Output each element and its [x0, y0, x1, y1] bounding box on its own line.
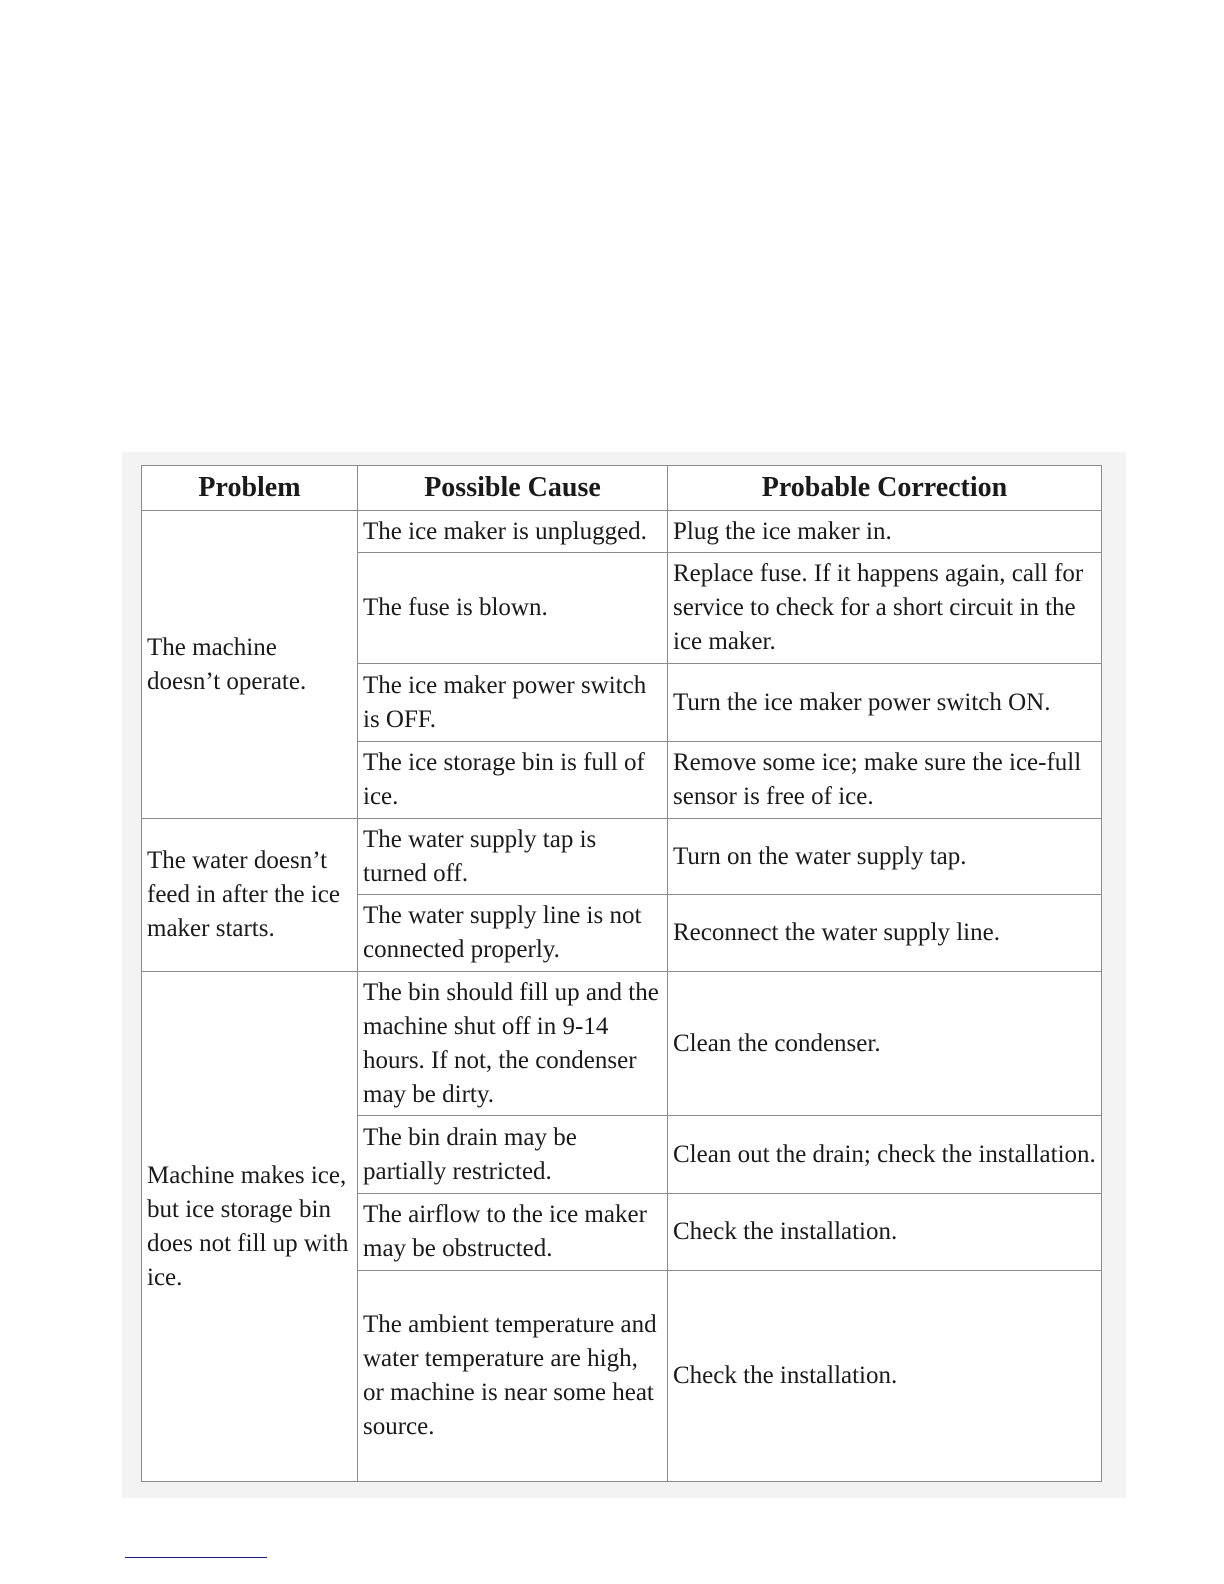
header-possible-cause: Possible Cause	[358, 466, 668, 511]
cause-cell: The airflow to the ice maker may be obstructed.	[358, 1194, 668, 1271]
problem-cell: The machine doesn’t operate.	[142, 511, 358, 819]
correction-cell: Clean the condenser.	[668, 972, 1102, 1116]
cause-cell: The ambient temperature and water temperature are high, or machine is near some heat source.	[358, 1271, 668, 1482]
cause-cell: The water supply tap is turned off.	[358, 819, 668, 895]
cause-cell: The water supply line is not connected properly.	[358, 895, 668, 972]
cause-cell: The ice storage bin is full of ice.	[358, 742, 668, 819]
correction-cell: Turn the ice maker power switch ON.	[668, 664, 1102, 742]
correction-cell: Remove some ice; make sure the ice-full sensor is free of ice.	[668, 742, 1102, 819]
correction-cell: Check the installation.	[668, 1194, 1102, 1271]
table-row	[142, 511, 1102, 553]
cause-cell: The bin drain may be partially restricted.	[358, 1116, 668, 1194]
cause-cell: The ice maker is unplugged.	[358, 511, 668, 553]
cause-cell: The fuse is blown.	[358, 553, 668, 664]
problem-cell: The water doesn’t feed in after the ice maker starts.	[142, 819, 358, 972]
header-probable-correction: Probable Correction	[668, 466, 1102, 511]
problem-cell: Machine makes ice, but ice storage bin does not fill up with ice.	[142, 972, 358, 1482]
correction-cell: Turn on the water supply tap.	[668, 819, 1102, 895]
table-header-row	[142, 466, 1102, 511]
correction-cell: Replace fuse. If it happens again, call for service to check for a short circuit in the ice maker.	[668, 553, 1102, 664]
footnote-separator	[125, 1557, 267, 1558]
table-row	[142, 972, 1102, 1116]
header-problem: Problem	[142, 466, 358, 511]
cause-cell: The bin should fill up and the machine shut off in 9-14 hours. If not, the condenser may be dirty.	[358, 972, 668, 1116]
correction-cell: Check the installation.	[668, 1271, 1102, 1482]
correction-cell: Plug the ice maker in.	[668, 511, 1102, 553]
correction-cell: Clean out the drain; check the installation.	[668, 1116, 1102, 1194]
cause-cell: The ice maker power switch is OFF.	[358, 664, 668, 742]
correction-cell: Reconnect the water supply line.	[668, 895, 1102, 972]
troubleshooting-table	[141, 465, 1102, 1482]
table-row	[142, 819, 1102, 895]
